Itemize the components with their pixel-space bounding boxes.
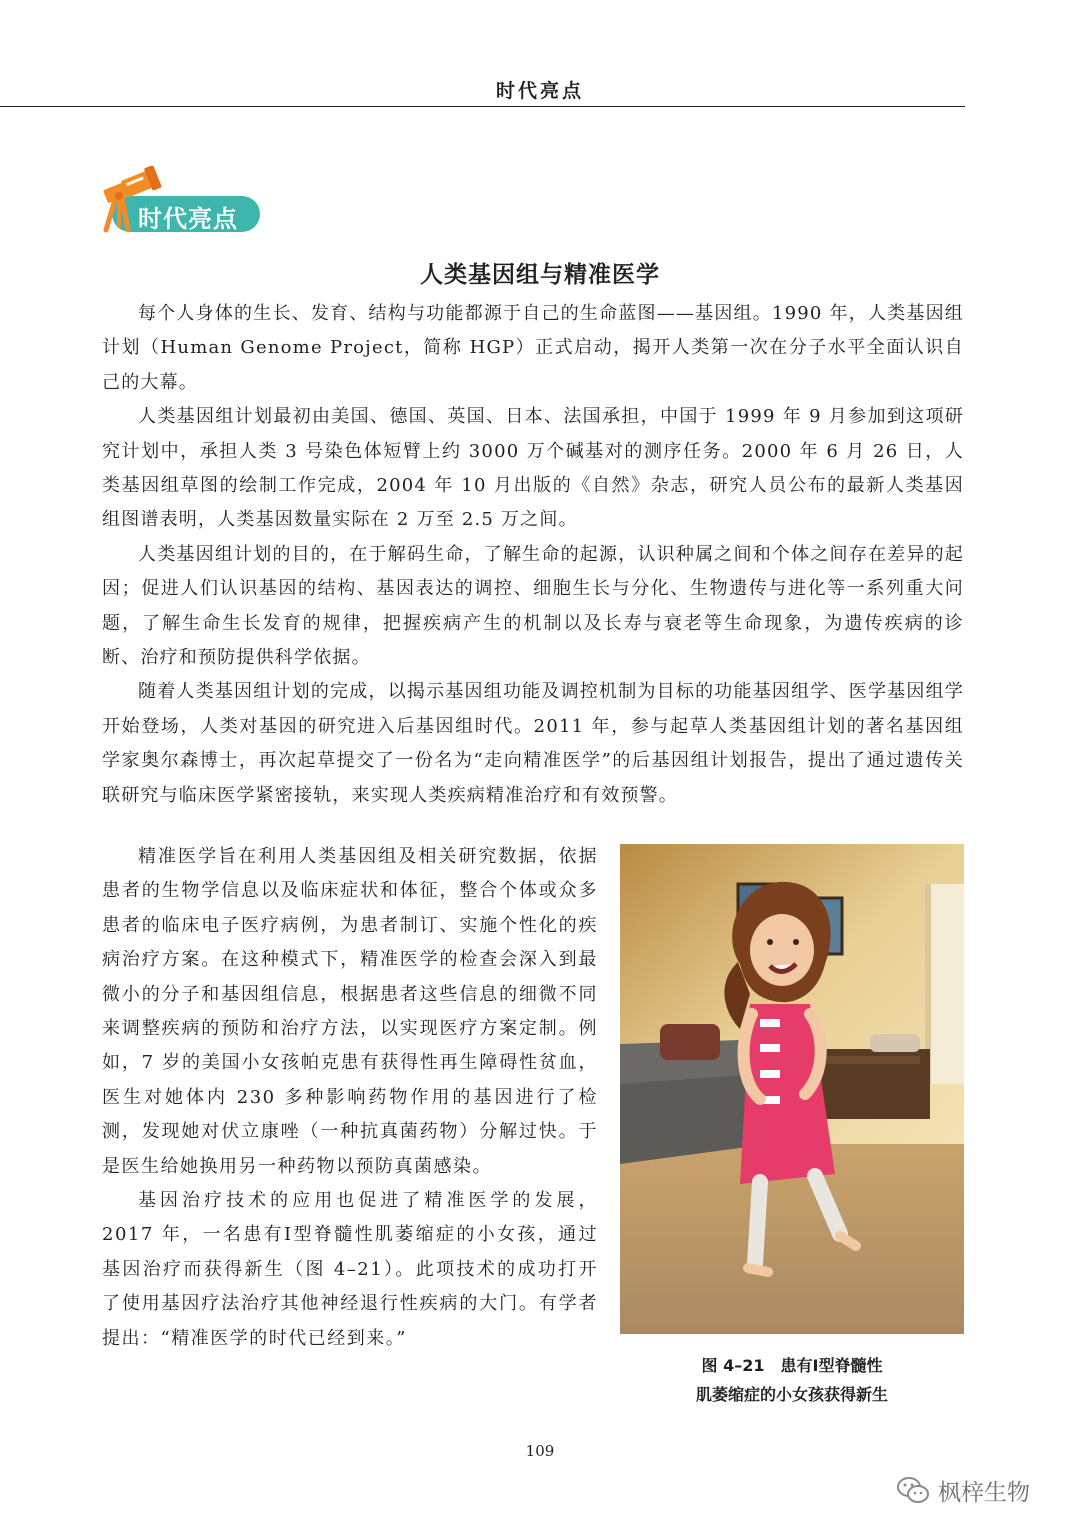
watermark [896,1472,1030,1508]
figure-caption-line: 图 4–21 患有Ⅰ型脊髓性 [701,1356,883,1375]
header-rule [0,106,965,107]
article-body [102,297,964,813]
paragraph: 基因治疗技术的应用也促进了精准医学的发展，2017 年，一名患有Ⅰ型脊髓性肌萎缩症的小女孩，通过基因治疗而获得新生（图 4–21）。此项技术的成功打开了使用基因疗法治疗其他神经退行性疾病的大门。有学者提出：“精准医学的时代已经到来。” [102,1190,598,1349]
paragraph: 每个人身体的生长、发育、结构与功能都源于自己的生命蓝图——基因组。1990 年，人类基因组计划（Human Genome Project，简称 HGP）正式启动，揭开人类第一次在分子水平全面认识自己的大幕。 [102,303,964,393]
wechat-icon [896,1475,930,1505]
figure-photo [620,844,964,1334]
paragraph: 人类基因组计划最初由美国、德国、英国、日本、法国承担，中国于 1999 年 9 月参加到这项研究计划中，承担人类 3 号染色体短臂上约 3000 万个碱基对的测序任务。2000 年 6 月 26 日，人类基因组草图的绘制工作完成，2004 年 10 月出版的《自然》杂志，研究人员公布的最新人类基因组图谱表明，人类基因数量实际在 2 万至 2.5 万之间。 [102,406,964,531]
watermark-text: 枫梓生物 [938,1479,1030,1506]
figure-caption [620,1351,964,1409]
paragraph: 随着人类基因组计划的完成，以揭示基因组功能及调控机制为目标的功能基因组学、医学基因组学开始登场，人类对基因的研究进入后基因组时代。2011 年，参与起草人类基因组计划的著名基因组学家奥尔森博士，再次起草提交了一份名为“走向精准医学”的后基因组计划报告，提出了通过遗传关联研究与临床医学紧密接轨，来实现人类疾病精准治疗和有效预警。 [102,681,964,806]
page-number: 109 [525,1442,555,1460]
section-banner [98,166,268,240]
girl-photo-illustration [620,844,964,1334]
article-title: 人类基因组与精准医学 [420,262,660,288]
banner-label: 时代亮点 [138,205,238,233]
paragraph: 精准医学旨在利用人类基因组及相关研究数据，依据患者的生物学信息以及临床症状和体征，整合个体或众多患者的临床电子医疗病例，为患者制订、实施个性化的疾病治疗方案。在这种模式下，精准医学的检查会深入到最微小的分子和基因组信息，根据患者这些信息的细微不同来调整疾病的预防和治疗方法，以实现医疗方案定制。例如，7 岁的美国小女孩帕克患有获得性再生障碍性贫血，医生对她体内 230 多种影响药物作用的基因进行了检测，发现她对伏立康唑（一种抗真菌药物）分解过快。于是医生给她换用另一种药物以预防真菌感染。 [102,846,598,1177]
running-header: 时代亮点 [495,80,584,102]
figure-caption-line: 肌萎缩症的小女孩获得新生 [695,1385,888,1404]
article-body-column [102,840,598,1356]
paragraph: 人类基因组计划的目的，在于解码生命，了解生命的起源，认识种属之间和个体之间存在差异的起因；促进人们认识基因的结构、基因表达的调控、细胞生长与分化、生物遗传与进化等一系列重大问题，了解生命生长发育的规律，把握疾病产生的机制以及长寿与衰老等生命现象，为遗传疾病的诊断、治疗和预防提供科学依据。 [102,543,964,669]
